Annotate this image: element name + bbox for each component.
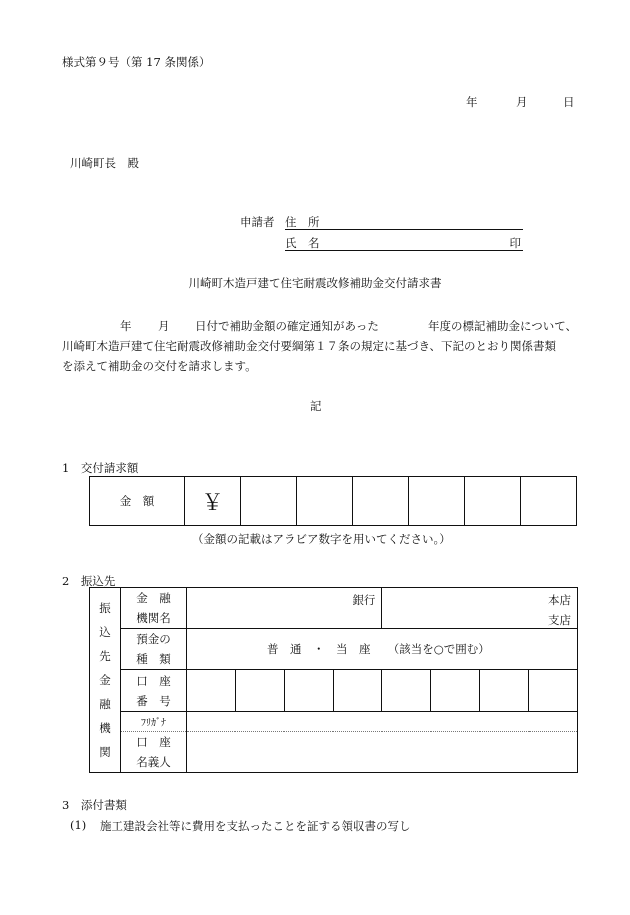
side-char: 金 (99, 673, 111, 687)
account-digit-cell[interactable] (235, 670, 284, 711)
amount-label-cell: 金 額 (90, 477, 185, 526)
side-char: 機 (99, 721, 111, 735)
furigana-input-cell[interactable] (187, 711, 578, 731)
bank-name-cell[interactable] (187, 588, 382, 629)
amount-digit-cell[interactable] (297, 477, 353, 526)
body-text-2: 川崎町木造戸建て住宅耐震改修補助金交付要綱第１７条の規定に基づき、下記のとおり関係書類 (62, 339, 557, 353)
section3-heading: 3 添付書類 (62, 798, 127, 812)
applicant-label: 申請者 (240, 215, 275, 229)
name-label: 氏 名 (285, 236, 320, 250)
amount-digit-cell[interactable] (465, 477, 521, 526)
address-label: 住 所 (285, 215, 320, 229)
bank-label-cell: 金 融 機関名 (121, 588, 187, 629)
furigana-label-cell: ﾌﾘｶﾞﾅ (121, 711, 187, 731)
amount-table (89, 476, 577, 526)
account-digit-cell[interactable] (431, 670, 480, 711)
applicant-address-line[interactable] (285, 214, 523, 230)
body-text-1: 日付で補助金額の確定通知があった (195, 319, 379, 333)
account-label-cell: 口 座 番 号 (121, 670, 187, 711)
side-char: 先 (99, 649, 111, 663)
ki-mark: 記 (310, 399, 322, 413)
side-char: 融 (99, 697, 111, 711)
account-digit-cell[interactable] (333, 670, 382, 711)
account-digit-cell[interactable] (284, 670, 333, 711)
deposit-options-cell[interactable]: 普 通 ・ 当 座 （該当を○で囲む） (187, 629, 578, 670)
holder-label-cell: 口 座 名義人 (121, 731, 187, 772)
account-digit-cell[interactable] (529, 670, 578, 711)
date-month-label: 月 (516, 95, 528, 109)
bank-table (89, 587, 578, 773)
holder-name-cell[interactable] (187, 731, 578, 772)
amount-digit-cell[interactable] (241, 477, 297, 526)
side-char: 振 (99, 601, 111, 615)
amount-digit-cell[interactable] (409, 477, 465, 526)
addressee: 川崎町長 殿 (70, 156, 139, 170)
account-digit-cell[interactable] (480, 670, 529, 711)
form-number: 様式第９号（第 17 条関係） (62, 55, 211, 69)
branch-main: 本店 (548, 593, 571, 607)
amount-digit-cell[interactable] (353, 477, 409, 526)
side-char: 込 (99, 625, 111, 639)
section1-heading: 1 交付請求額 (62, 461, 139, 475)
date-year-label: 年 (466, 95, 478, 109)
bank-suffix: 銀行 (352, 593, 376, 607)
body-text-3: を添えて補助金の交付を請求します。 (62, 359, 257, 373)
body-month: 月 (158, 319, 170, 333)
applicant-name-line[interactable] (285, 235, 523, 251)
seal-mark: 印 (509, 236, 521, 250)
deposit-label-cell: 預金の 種 類 (121, 629, 187, 670)
attachment-item-number: (1) (70, 818, 87, 832)
date-day-label: 日 (563, 95, 575, 109)
yen-cell: ￥ (185, 477, 241, 526)
side-char: 関 (99, 745, 111, 759)
document-title: 川崎町木造戸建て住宅耐震改修補助金交付請求書 (188, 276, 442, 290)
amount-digit-cell[interactable] (521, 477, 577, 526)
amount-note: （金額の記載はアラビア数字を用いてください。） (192, 532, 451, 546)
side-label-cell (90, 588, 121, 773)
account-digit-cell[interactable] (382, 670, 431, 711)
body-year: 年 (120, 319, 132, 333)
branch-name-cell[interactable] (382, 588, 578, 629)
account-digit-cell[interactable] (187, 670, 236, 711)
body-text-1-tail: 年度の標記補助金について、 (428, 319, 578, 333)
attachment-item-text: 施工建設会社等に費用を支払ったことを証する領収書の写し (100, 819, 411, 833)
branch-sub: 支店 (548, 613, 571, 627)
section2-heading: 2 振込先 (62, 574, 116, 588)
